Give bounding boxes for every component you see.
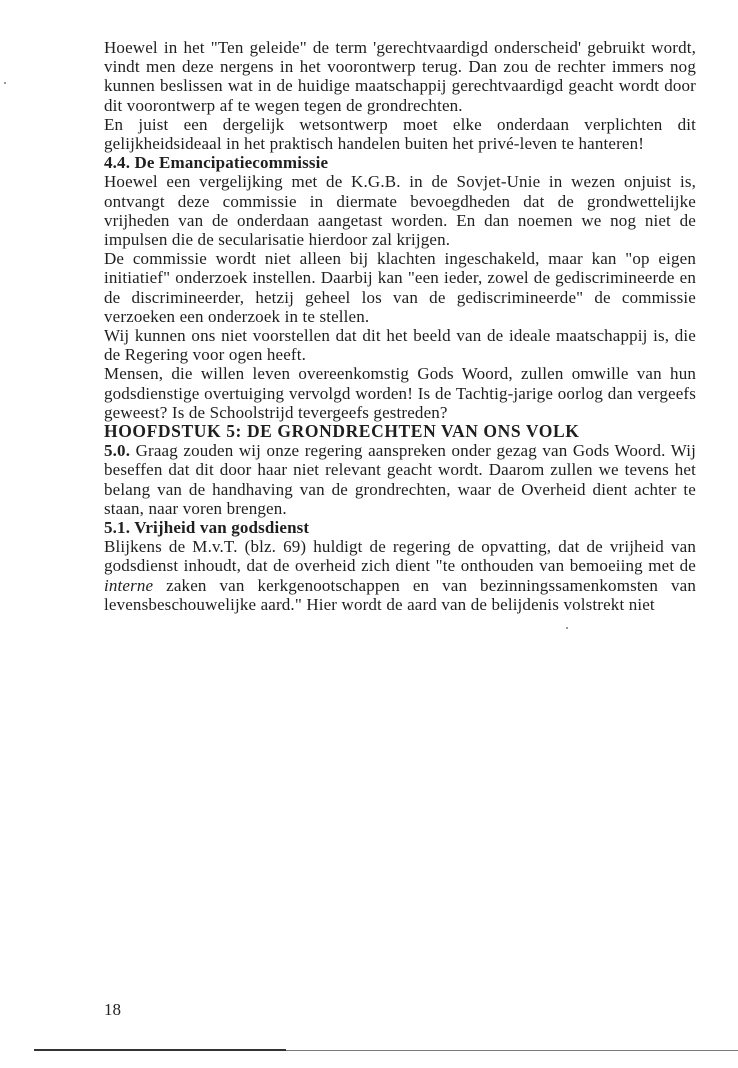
- section-5-1-paragraph: [104, 537, 696, 614]
- section-5-1-text-end: zaken van kerkgenootschappen en van bezinningssamenkomsten van levensbeschouwelijke aard." Hier wordt de aard van de belijdenis volstrekt niet: [104, 575, 696, 614]
- section-5-0-paragraph: [104, 441, 696, 518]
- page-number: 18: [104, 1000, 121, 1019]
- section-4-4-heading: 4.4. De Emancipatiecommissie: [104, 153, 329, 173]
- section-4-4-paragraph-4: Mensen, die willen leven overeenkomstig Gods Woord, zullen omwille van hun godsdienstige overtuiging vervolgd worden! Is de Tachtig-jarige oorlog dan vergeefs geweest? Is de Schoolstrijd tevergeefs gestreden?: [104, 364, 696, 422]
- section-4-4-paragraph-3: Wij kunnen ons niet voorstellen dat dit het beeld van de ideale maatschappij is, die de Regering voor ogen heeft.: [104, 326, 696, 365]
- intro-paragraph-1: Hoewel in het "Ten geleide" de term 'gerechtvaardigd onderscheid' gebruikt wordt, vindt men deze nergens in het voorontwerp terug. Dan zou de rechter immers nog kunnen beslissen wat in de huidige maatschappij gerechtvaardigd geacht wordt door dit voorontwerp af te wegen tegen de grondrechten.: [104, 38, 696, 115]
- bottom-rule-right: [286, 1050, 738, 1051]
- section-5-0-number: 5.0.: [104, 441, 131, 461]
- page-body: [104, 38, 696, 614]
- section-4-4-paragraph-1: Hoewel een vergelijking met de K.G.B. in de Sovjet-Unie in wezen onjuist is, ontvangt deze commissie in diermate bevoegdheden dat de grondwettelijke vrijheden van de onderdaan aangetast worden. En dan noemen we nog niet de impulsen die de secularisatie hierdoor zal krijgen.: [104, 172, 696, 250]
- section-5-1-italic-word: interne: [104, 575, 154, 595]
- section-5-0-text: Graag zouden wij onze regering aanspreken onder gezag van Gods Woord. Wij beseffen dat dit door haar niet relevant geacht wordt. Daarom zullen we tevens het belang van de handhaving van de grondrechten, waar de Overheid dient achter te staan, naar voren brengen.: [104, 441, 696, 518]
- bottom-rule-left: [34, 1049, 286, 1051]
- scan-speck: [566, 627, 568, 629]
- intro-paragraph-2: En juist een dergelijk wetsontwerp moet elke onderdaan verplichten dit gelijkheidsideaal in het praktisch handelen buiten het privé-leven te hanteren!: [104, 114, 696, 154]
- section-4-4-paragraph-2: De commissie wordt niet alleen bij klachten ingeschakeld, maar kan "op eigen initiatief" onderzoek instellen. Daarbij kan "een ieder, zowel de gediscrimineerde en de discrimineerder, hetzij geheel los van de gediscrimineerde" de commissie verzoeken een onderzoek in te stellen.: [104, 249, 696, 326]
- scan-speck: [4, 82, 6, 84]
- section-5-1-heading: 5.1. Vrijheid van godsdienst: [104, 518, 310, 538]
- chapter-5-heading: HOOFDSTUK 5: DE GRONDRECHTEN VAN ONS VOLK: [104, 421, 580, 442]
- section-5-1-text-start: Blijkens de M.v.T. (blz. 69) huldigt de regering de opvatting, dat de vrijheid van godsdienst inhoudt, dat de overheid zich dient "te onthouden van bemoeiing met de: [104, 537, 696, 576]
